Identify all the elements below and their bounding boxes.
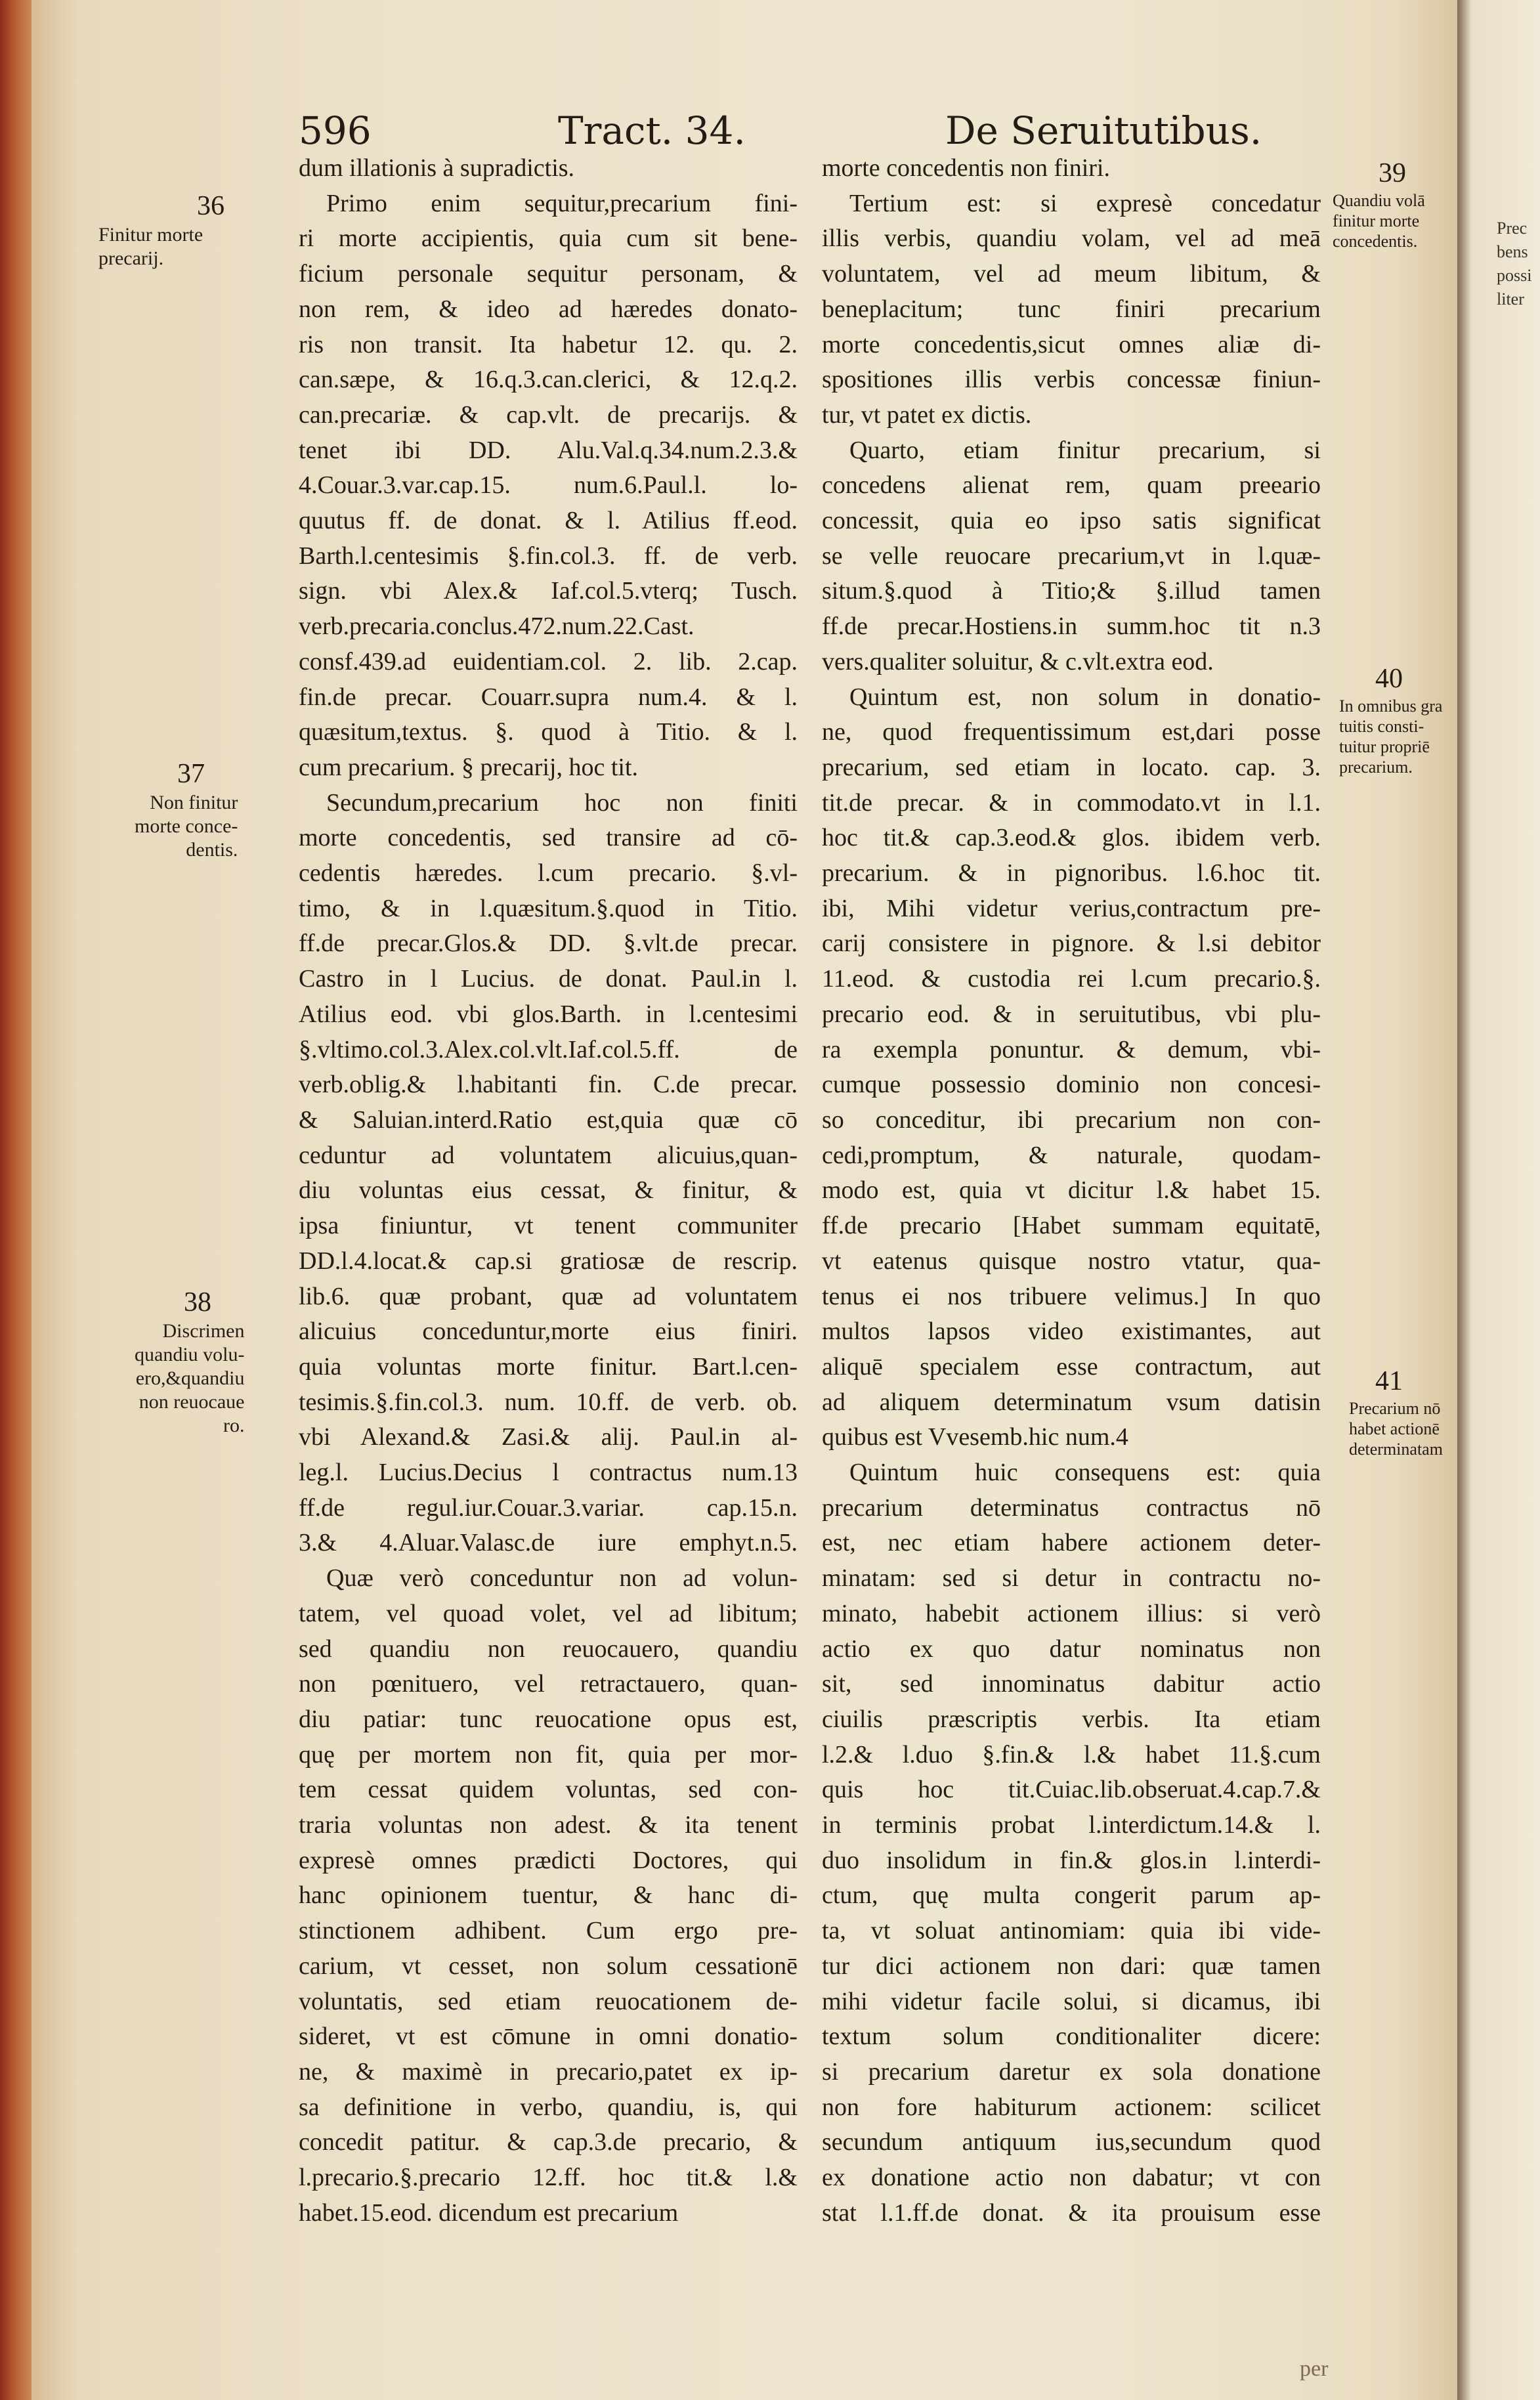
text-line: expresè omnes prædicti Doctores, qui	[299, 1846, 798, 1874]
text-line: quia voluntas morte finitur. Bart.l.cen-	[299, 1352, 798, 1381]
text-line: 3.& 4.Aluar.Valasc.de iure emphyt.n.5.	[299, 1529, 798, 1557]
text-line: quibus est Vvesemb.hic num.4	[822, 1423, 1128, 1451]
margin-note-line: dentis.	[186, 839, 238, 861]
text-line: Quarto, etiam finitur precarium, si	[849, 436, 1321, 464]
text-line: & Saluian.interd.Ratio est,quia quæ cō	[299, 1105, 798, 1134]
text-line: sit, sed innominatus dabitur actio	[822, 1670, 1321, 1698]
text-line: tesimis.§.fin.col.3. num. 10.ff. de verb. ob.	[299, 1388, 798, 1416]
text-line: dum illationis à supradictis.	[299, 154, 575, 182]
margin-note-line: tuitur propriē	[1339, 737, 1430, 756]
text-line: tit.de precar. & in commodato.vt in l.1.	[822, 788, 1321, 817]
text-line: actio ex quo datur nominatus non	[822, 1635, 1321, 1663]
text-line: precarium, sed etiam in locato. cap. 3.	[822, 753, 1321, 781]
margin-note-41	[1349, 1398, 1443, 1459]
text-line: hanc opinionem tuentur, & hanc di-	[299, 1881, 798, 1910]
text-line: Quintum huic consequens est: quia	[849, 1459, 1321, 1487]
text-line: ad aliquem determinatum vsum datisin	[822, 1388, 1321, 1416]
margin-note-line: determinatam	[1349, 1440, 1443, 1459]
text-line: ff.de regul.iur.Couar.3.variar. cap.15.n.	[299, 1493, 798, 1522]
margin-note-line: bens	[1497, 242, 1528, 261]
paragraph-number-40: 40	[1375, 664, 1403, 694]
text-line: textum solum conditionaliter dicere:	[822, 2023, 1321, 2051]
text-line: voluntatis, sed etiam reuocationem de-	[299, 1987, 798, 2015]
text-line: ta, vt soluat antinomiam: quia ibi vide-	[822, 1917, 1321, 1945]
text-line: vers.qualiter soluitur, & c.vlt.extra eod.	[822, 647, 1214, 675]
text-line: sa definitione in verbo, quandiu, is, qui	[299, 2093, 798, 2121]
text-line: alicuius conceduntur,morte eius finiri.	[299, 1318, 798, 1346]
paragraph-number-36: 36	[197, 191, 225, 221]
text-line: consf.439.ad euidentiam.col. 2. lib. 2.cap.	[299, 647, 798, 675]
next-page-edge	[1457, 0, 1540, 2400]
text-line: carij consistere in pignore. & l.si debitor	[822, 930, 1321, 958]
text-line: minatam: sed si detur in contractu no-	[822, 1564, 1321, 1593]
text-line: concedit patitur. & cap.3.de precario, &	[299, 2128, 798, 2156]
text-line: stinctionem adhibent. Cum ergo pre-	[299, 1917, 798, 1945]
text-line: sed quandiu non reuocauero, quandiu	[299, 1635, 798, 1663]
text-line: habet.15.eod. dicendum est precarium	[299, 2198, 679, 2227]
text-line: stat l.1.ff.de donat. & ita prouisum esse	[822, 2198, 1321, 2227]
text-line: sideret, vt est cōmune in omni donatio-	[299, 2023, 798, 2051]
text-line: tur, vt patet ex dictis.	[822, 400, 1032, 429]
text-line: illis verbis, quandiu volam, vel ad meā	[822, 225, 1321, 253]
margin-note-line: non reuocaue	[139, 1391, 245, 1413]
text-line: Quæ verò conceduntur non ad volun-	[326, 1564, 798, 1593]
text-line: cedi,promptum, & naturale, quodam-	[822, 1141, 1321, 1169]
right-text-column	[822, 151, 1321, 2231]
text-line: Tertium est: si expresè concedatur	[849, 189, 1321, 217]
margin-note-line: habet actionē	[1349, 1419, 1440, 1438]
text-line: spositiones illis verbis concessæ finiun-	[822, 366, 1321, 394]
text-line: in terminis probat l.interdictum.14.& l.	[822, 1811, 1321, 1839]
margin-note-line: precarium.	[1339, 758, 1413, 777]
text-line: vt eatenus quisque nostro vtatur, qua-	[822, 1247, 1321, 1275]
page-number: 596	[299, 108, 372, 153]
paragraph-number-41: 41	[1375, 1366, 1403, 1396]
text-line: quæsitum,textus. §. quod à Titio. & l.	[299, 718, 798, 746]
text-line: ciuilis præscriptis verbis. Ita etiam	[822, 1705, 1321, 1733]
text-line: Barth.l.centesimis §.fin.col.3. ff. de verb.	[299, 542, 798, 570]
margin-note-line: Prec	[1497, 219, 1528, 238]
margin-note-line: Discrimen	[162, 1320, 245, 1342]
text-line: tatem, vel quoad volet, vel ad libitum;	[299, 1599, 798, 1627]
tract-label: Tract. 34.	[558, 108, 746, 153]
text-line: mihi videtur facile solui, si dicamus, ibi	[822, 1987, 1321, 2015]
text-line: situm.§.quod à Titio;& §.illud tamen	[822, 577, 1321, 605]
margin-note-line: Non finitur	[150, 792, 238, 813]
left-text-column	[299, 151, 798, 2231]
text-line: duo insolidum in fin.& glos.in l.interdi-	[822, 1846, 1321, 1874]
text-line: Castro in l Lucius. de donat. Paul.in l.	[299, 965, 798, 993]
text-line: ri morte accipientis, quia cum sit bene-	[299, 225, 798, 253]
text-line: cum precarium. § precarij, hoc tit.	[299, 753, 639, 781]
margin-note-line: ro.	[223, 1415, 245, 1436]
text-line: diu voluntas eius cessat, & finitur, &	[299, 1176, 798, 1205]
text-line: so conceditur, ibi precarium non con-	[822, 1105, 1321, 1134]
text-line: non pœnituero, vel retractauero, quan-	[299, 1670, 798, 1698]
text-line: l.precario.§.precario 12.ff. hoc tit.& l.&	[299, 2164, 798, 2192]
text-line: verb.oblig.& l.habitanti fin. C.de precar.	[299, 1071, 798, 1099]
text-line: est, nec etiam habere actionem deter-	[822, 1529, 1321, 1557]
text-line: quis hoc tit.Cuiac.lib.obseruat.4.cap.7.&	[822, 1776, 1321, 1804]
text-line: tenet ibi DD. Alu.Val.q.34.num.2.3.&	[299, 436, 798, 464]
text-line: vbi Alexand.& Zasi.& alij. Paul.in al-	[299, 1423, 798, 1451]
text-line: minato, habebit actionem illius: si verò	[822, 1599, 1321, 1627]
text-line: ceduntur ad voluntatem alicuius,quan-	[299, 1141, 798, 1169]
text-line: morte concedentis,sicut omnes aliæ di-	[822, 330, 1321, 358]
text-line: cumque possessio dominio non concesi-	[822, 1071, 1321, 1099]
text-line: ibi, Mihi videtur verius,contractum pre-	[822, 894, 1321, 922]
text-line: ipsa finiuntur, vt tenent communiter	[299, 1212, 798, 1240]
text-line: l.2.& l.duo §.fin.& l.& habet 11.§.cum	[822, 1740, 1321, 1768]
text-line: §.vltimo.col.3.Alex.col.vlt.Iaf.col.5.ff. de	[299, 1035, 798, 1063]
text-line: 4.Couar.3.var.cap.15. num.6.Paul.l. lo-	[299, 471, 798, 500]
margin-note-line: Precarium nō	[1349, 1399, 1441, 1418]
text-line: Secundum,precarium hoc non finiti	[326, 788, 798, 817]
margin-note-line: tuitis consti-	[1339, 717, 1424, 736]
text-line: si precarium daretur ex sola donatione	[822, 2057, 1321, 2086]
text-line: fin.de precar. Couarr.supra num.4. & l.	[299, 683, 798, 711]
margin-note-line: morte conce-	[135, 815, 238, 837]
text-line: non fore habiturum actionem: scilicet	[822, 2093, 1321, 2121]
text-line: hoc tit.& cap.3.eod.& glos. ibidem verb.	[822, 824, 1321, 852]
text-line: 11.eod. & custodia rei l.cum precario.§.	[822, 965, 1321, 993]
text-line: can.sæpe, & 16.q.3.can.clerici, & 12.q.2.	[299, 366, 798, 394]
margin-note-line: precarij.	[98, 247, 164, 269]
text-line: modo est, quia vt dicitur l.& habet 15.	[822, 1176, 1321, 1205]
text-line: morte concedentis non finiri.	[822, 154, 1110, 182]
text-line: Atilius eod. vbi glos.Barth. in l.centesimi	[299, 1000, 798, 1028]
text-line: verb.precaria.conclus.472.num.22.Cast.	[299, 612, 695, 641]
margin-note-line: possi	[1497, 266, 1532, 285]
text-line: se velle reuocare precarium,vt in l.quæ-	[822, 542, 1321, 570]
text-line: quę per mortem non fit, quia per mor-	[299, 1740, 798, 1768]
section-title: De Seruitutibus.	[945, 108, 1262, 153]
text-line: Quintum est, non solum in donatio-	[849, 683, 1321, 711]
text-line: aliquē specialem esse contractum, aut	[822, 1352, 1321, 1381]
paragraph-number-39: 39	[1379, 158, 1406, 188]
text-line: precarium determinatus contractus nō	[822, 1493, 1321, 1522]
text-line: ra exempla ponuntur. & demum, vbi-	[822, 1035, 1321, 1063]
margin-note-line: ero,&quandiu	[135, 1367, 245, 1389]
text-line: ficium personale sequitur personam, &	[299, 260, 798, 288]
text-line: ff.de precario [Habet summam equitatē,	[822, 1212, 1321, 1240]
text-line: ne, quod frequentissimum est,dari posse	[822, 718, 1321, 746]
text-line: diu patiar: tunc reuocatione opus est,	[299, 1705, 798, 1733]
text-line: DD.l.4.locat.& cap.si gratiosæ de rescrip.	[299, 1247, 798, 1275]
text-line: ff.de precar.Glos.& DD. §.vlt.de precar.	[299, 930, 798, 958]
text-line: voluntatem, vel ad meum libitum, &	[822, 260, 1321, 288]
text-line: morte concedentis, sed transire ad cō-	[299, 824, 798, 852]
text-line: ex donatione actio non dabatur; vt con	[822, 2164, 1321, 2192]
text-line: concedens alienat rem, quam preeario	[822, 471, 1321, 500]
text-line: ff.de precar.Hostiens.in summ.hoc tit n.3	[822, 612, 1321, 641]
text-line: ctum, quę multa congerit parum ap-	[822, 1881, 1321, 1910]
text-line: precarium. & in pignoribus. l.6.hoc tit.	[822, 859, 1321, 888]
margin-note-37	[135, 791, 238, 862]
text-line: quutus ff. de donat. & l. Atilius ff.eod.	[299, 507, 798, 535]
text-line: traria voluntas non adest. & ita tenent	[299, 1811, 798, 1839]
text-line: ris non transit. Ita habetur 12. qu. 2.	[299, 330, 798, 358]
text-line: tenus ei nos tribuere velimus.] In quo	[822, 1282, 1321, 1310]
margin-note-line: Finitur morte	[98, 224, 203, 246]
text-line: tem cessat quidem voluntas, sed con-	[299, 1776, 798, 1804]
text-line: ne, & maximè in precario,patet ex ip-	[299, 2057, 798, 2086]
margin-note-line: finitur morte	[1333, 211, 1420, 230]
text-line: multos lapsos video existimantes, aut	[822, 1318, 1321, 1346]
margin-note-line: concedentis.	[1333, 232, 1418, 251]
catchword: per	[1300, 2357, 1329, 2381]
text-line: tur dici actionem non dari: quæ tamen	[822, 1952, 1321, 1980]
next-page-margin-text	[1497, 217, 1531, 311]
margin-note-line: Quandiu volā	[1333, 191, 1425, 210]
margin-note-36	[98, 223, 203, 270]
text-line: cedentis hæredes. l.cum precario. §.vl-	[299, 859, 798, 888]
margin-note-40	[1339, 696, 1442, 777]
margin-note-line: In omnibus gra	[1339, 696, 1443, 716]
text-line: lib.6. quæ probant, quæ ad voluntatem	[299, 1282, 798, 1310]
margin-note-line: liter	[1497, 289, 1524, 309]
text-line: timo, & in l.quæsitum.§.quod in Titio.	[299, 894, 798, 922]
text-line: can.precariæ. & cap.vlt. de precarijs. &	[299, 400, 798, 429]
paragraph-number-37: 37	[177, 759, 205, 789]
text-line: concessit, quia eo ipso satis significat	[822, 507, 1321, 535]
text-line: beneplacitum; tunc finiri precarium	[822, 295, 1321, 323]
text-line: carium, vt cesset, non solum cessationē	[299, 1952, 798, 1980]
text-line: secundum antiquum ius,secundum quod	[822, 2128, 1321, 2156]
paragraph-number-38: 38	[184, 1287, 211, 1318]
text-line: sign. vbi Alex.& Iaf.col.5.vterq; Tusch.	[299, 577, 798, 605]
margin-note-line: quandiu volu-	[135, 1344, 245, 1365]
margin-note-39	[1333, 190, 1425, 251]
margin-note-38	[135, 1319, 244, 1438]
text-line: leg.l. Lucius.Decius l contractus num.13	[299, 1459, 798, 1487]
text-line: non rem, & ideo ad hæredes donato-	[299, 295, 798, 323]
text-line: precario eod. & in seruitutibus, vbi plu-	[822, 1000, 1321, 1028]
text-line: Primo enim sequitur,precarium fini-	[326, 189, 798, 217]
book-spine	[0, 0, 32, 2400]
